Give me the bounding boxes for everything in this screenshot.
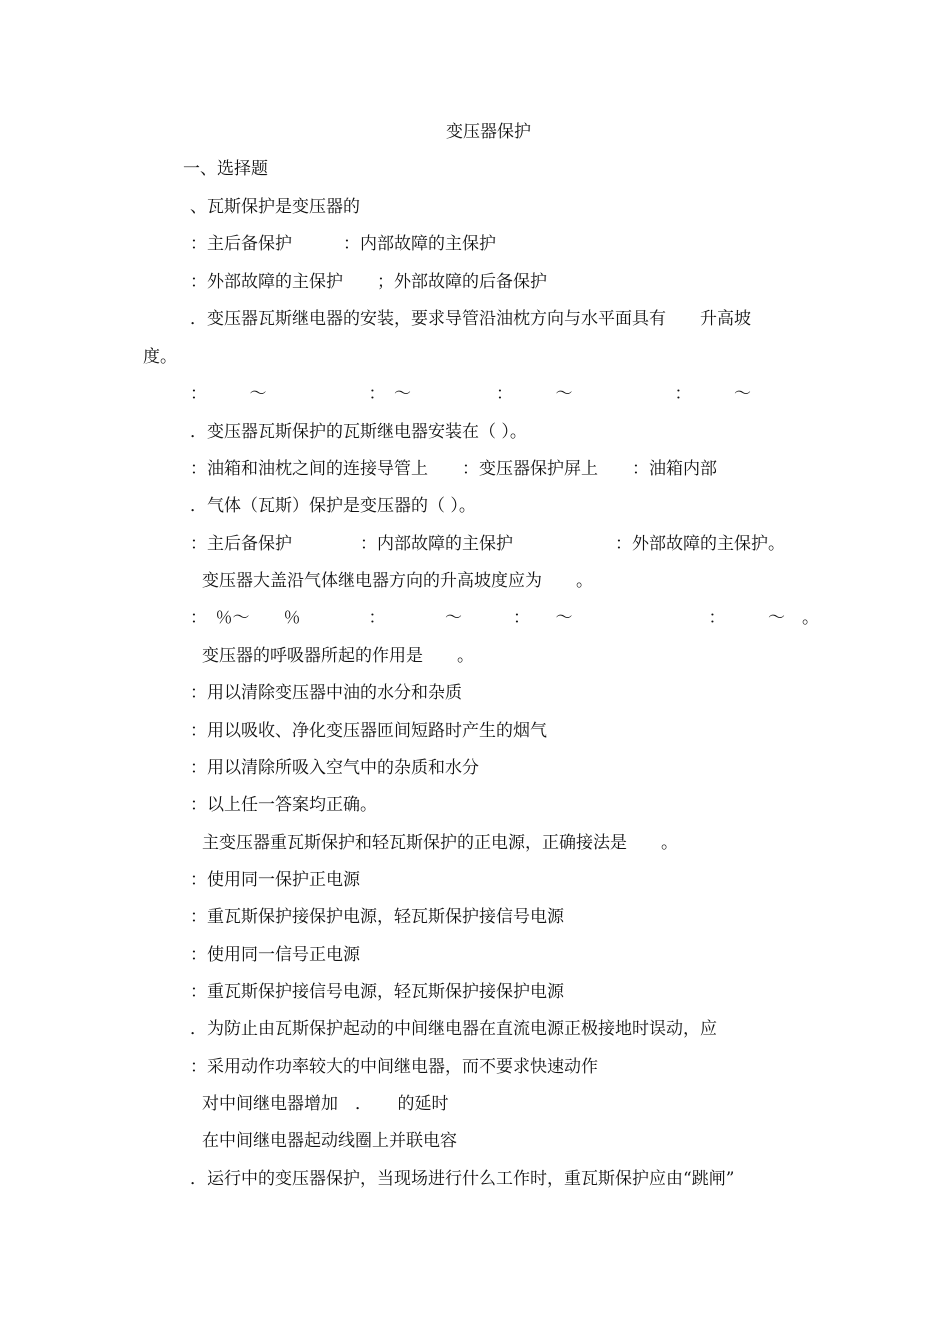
document-title: 变压器保护 bbox=[446, 122, 531, 142]
question-6: 变压器的呼吸器所起的作用是 。 bbox=[202, 646, 474, 666]
section-heading: 一、选择题 bbox=[183, 159, 268, 179]
question-2-options: ： ～ ： ～ ： ～ ： ～ bbox=[190, 384, 751, 404]
question-5: 变压器大盖沿气体继电器方向的升高坡度应为 。 bbox=[202, 571, 593, 591]
question-8-option-b: 对中间继电器增加 ． 的延时 bbox=[202, 1094, 449, 1114]
question-6-option-c: ：用以清除所吸入空气中的杂质和水分 bbox=[190, 758, 479, 778]
question-2-continued: 度。 bbox=[143, 347, 177, 367]
question-1: 、瓦斯保护是变压器的 bbox=[190, 197, 360, 217]
question-1-options-a: ：主后备保护 ：内部故障的主保护 bbox=[190, 234, 496, 254]
question-2: ．变压器瓦斯继电器的安装，要求导管沿油枕方向与水平面具有 升高坡 bbox=[190, 309, 751, 329]
question-9: ．运行中的变压器保护，当现场进行什么工作时，重瓦斯保护应由“跳闸” bbox=[190, 1169, 735, 1189]
question-4-options: ：主后备保护 ：内部故障的主保护 ：外部故障的主保护。 bbox=[190, 534, 785, 554]
question-7-option-d: ：重瓦斯保护接信号电源，轻瓦斯保护接保护电源 bbox=[190, 982, 564, 1002]
question-6-option-b: ：用以吸收、净化变压器匝间短路时产生的烟气 bbox=[190, 721, 547, 741]
question-4: ．气体（瓦斯）保护是变压器的（ ）。 bbox=[190, 496, 476, 516]
question-5-options: ： ％～ ％ ： ～ ： ～ ： ～ 。 bbox=[190, 608, 819, 628]
question-7: 主变压器重瓦斯保护和轻瓦斯保护的正电源，正确接法是 。 bbox=[202, 833, 678, 853]
question-1-options-b: ：外部故障的主保护 ；外部故障的后备保护 bbox=[190, 272, 547, 292]
question-7-option-a: ：使用同一保护正电源 bbox=[190, 870, 360, 890]
question-6-option-a: ：用以清除变压器中油的水分和杂质 bbox=[190, 683, 462, 703]
question-8: ．为防止由瓦斯保护起动的中间继电器在直流电源正极接地时误动，应 bbox=[190, 1019, 717, 1039]
question-7-option-b: ：重瓦斯保护接保护电源，轻瓦斯保护接信号电源 bbox=[190, 907, 564, 927]
question-7-option-c: ：使用同一信号正电源 bbox=[190, 945, 360, 965]
question-3: ．变压器瓦斯保护的瓦斯继电器安装在（ ）。 bbox=[190, 422, 527, 442]
question-3-options: ：油箱和油枕之间的连接导管上 ：变压器保护屏上 ：油箱内部 bbox=[190, 459, 717, 479]
question-8-option-a: ：采用动作功率较大的中间继电器，而不要求快速动作 bbox=[190, 1057, 598, 1077]
question-8-option-c: 在中间继电器起动线圈上并联电容 bbox=[202, 1131, 457, 1151]
question-6-option-d: ：以上任一答案均正确。 bbox=[190, 795, 377, 815]
